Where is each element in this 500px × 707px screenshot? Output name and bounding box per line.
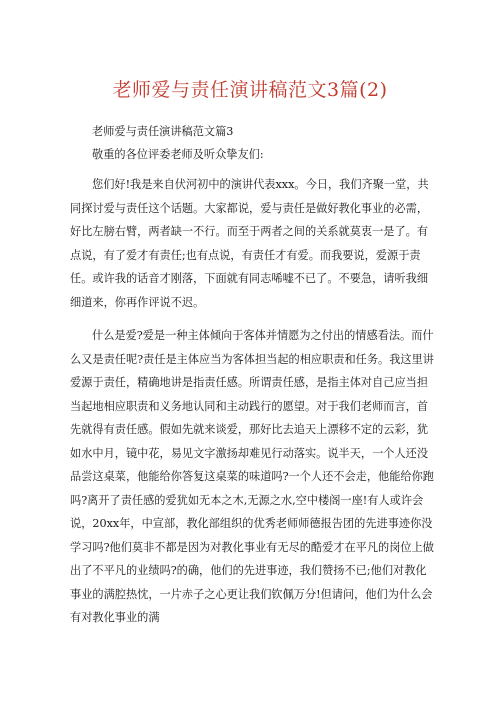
subtitle-paragraph: 老师爱与责任演讲稿范文篇3 [92, 125, 234, 138]
document-title: 老师爱与责任演讲稿范文3篇(2) [112, 79, 388, 101]
salutation-paragraph: 敬重的各位评委老师及听众挚友们: [92, 148, 264, 161]
body-paragraph: 您们好!我是来自伏河初中的演讲代表xxx。今日，我们齐聚一堂，共同探讨爱与责任这个话题。大家都说，爱与责任是做好教化事业的必需，好比左膀右臂，两者缺一不行。而至于两者之间的关系就莫衷一是了。有点说，有了爱才有责任;也有点说，有责任才有爱。而我要说，爱源于责任。或许我的话音才刚落，下面就有同志唏嘘不已了。不要急，请听我细细道来，你再作评说不迟。 [70, 178, 429, 309]
body-paragraph: 什么是爱?爱是一种主体倾向于客体并情愿为之付出的情感看法。而什么又是责任呢?责任是主体应当为客体担当起的相应职责和任务。我这里讲爱源于责任，精确地讲是指责任感。所谓责任感，是指主体对自己应当担当起地相应职责和义务地认同和主动践行的愿望。对于我们老师而言，首先就得有责任感。假如先就来谈爱，那好比去追天上漂移不定的云彩，犹如水中月，镜中花，易见文字激扬却难见行动落实。说半天，一个人还没品尝这桌菜，他能给你答复这桌菜的味道吗?一个人还不会走，他能给你跑吗?离开了责任感的爱犹如无本之木,无源之水,空中楼阁一座!有人或许会说，20xx年，中宣部，教化部组织的优秀老师师德报告团的先进事迹你没学习吗?他们莫非不都是因为对教化事业有无尽的酷爱才在平凡的岗位上做出了不平凡的业绩吗?的确，他们的先进事迹，我们赞扬不已;他们对教化事业的满腔热忱，一片赤子之心更让我们钦佩万分!但请问，他们为什么会有对教化事业的满 [70, 329, 434, 624]
